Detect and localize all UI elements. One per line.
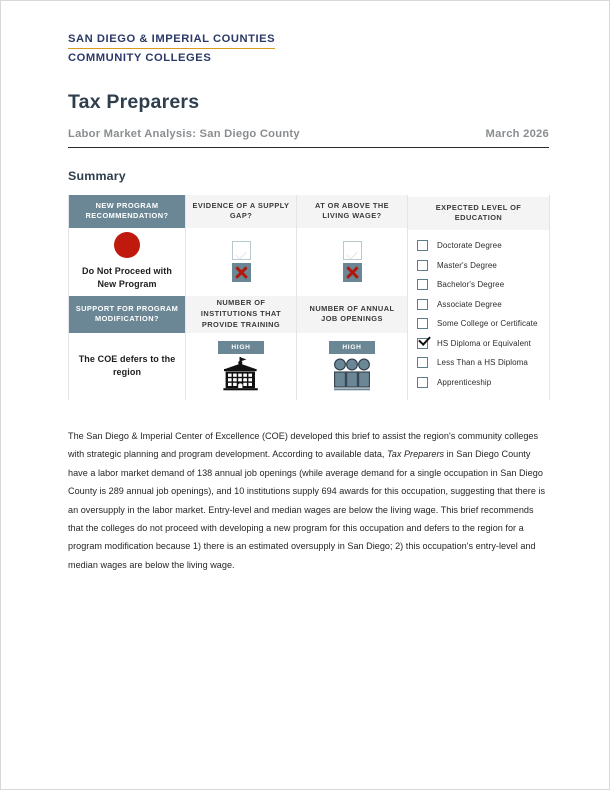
- education-label: Doctorate Degree: [437, 241, 502, 250]
- institutions-training-value: [186, 333, 297, 400]
- header-evidence-supply-gap: EVIDENCE OF A SUPPLY GAP?: [186, 195, 297, 228]
- checkbox-hs-diploma-or-equivalent[interactable]: [417, 338, 428, 349]
- checkbox-doctorate-degree[interactable]: [417, 240, 428, 251]
- checkbox-associate-degree[interactable]: [417, 299, 428, 310]
- page-content: [68, 29, 549, 583]
- red-stop-indicator-icon: [114, 232, 140, 258]
- summary-infographic: [68, 195, 550, 400]
- supply-gap-answer-icons: [232, 241, 251, 282]
- education-label: HS Diploma or Equivalent: [437, 338, 531, 348]
- education-option-associate[interactable]: [417, 294, 549, 314]
- institutions-level-badge: HIGH: [218, 341, 263, 354]
- red-x-mark-icon: [343, 263, 362, 282]
- summary-text-part-2: in San Diego County have a labor market demand of 138 annual job openings (while average demand for a single occupation in San Diego County is 289 annual job openings), and 10 institutions supply 694 awards for this occupation, suggesting that there is an oversupply in the labor market. Entry-level and median wages are below the living wage. This brief recommends that the colleges do not proceed with developing a new program for this occupation and defers to the region for a program modification because 1) there is an estimated oversupply in San Diego; 2) this occupation's entry-level and median wages are below the living wage.: [68, 449, 546, 570]
- report-date: March 2026: [485, 127, 549, 140]
- education-option-doctorate[interactable]: [417, 236, 549, 256]
- logo-line-2: COMMUNITY COLLEGES: [68, 51, 212, 64]
- checkbox-apprenticeship[interactable]: [417, 377, 428, 388]
- support-program-modification-value: [69, 333, 186, 400]
- recommendation-verdict-text: Do Not Proceed with New Program: [82, 266, 172, 290]
- education-option-less-than-hs[interactable]: [417, 353, 549, 373]
- people-group-icon: [330, 357, 374, 391]
- page-title: Tax Preparers: [68, 90, 200, 113]
- job-openings-level-badge: HIGH: [329, 341, 374, 354]
- education-option-apprenticeship[interactable]: [417, 372, 549, 392]
- evidence-supply-gap-value: [186, 228, 297, 296]
- modification-verdict-text: The COE defers to the region: [78, 354, 176, 378]
- expected-education-cell: [408, 195, 550, 400]
- header-new-program-recommendation: NEW PROGRAM RECOMMENDATION?: [69, 195, 186, 228]
- header-expected-education: EXPECTED LEVEL OF EDUCATION: [408, 197, 549, 230]
- unchecked-checkmark-box-icon: [232, 241, 251, 260]
- summary-paragraph: [68, 427, 549, 575]
- new-program-recommendation-value: [69, 228, 186, 296]
- header-institutions-training: NUMBER OF INSTITUTIONS THAT PROVIDE TRAINING: [186, 296, 297, 333]
- header-annual-job-openings: NUMBER OF ANNUAL JOB OPENINGS: [297, 296, 408, 333]
- subtitle-text: Labor Market Analysis: San Diego County: [68, 127, 300, 140]
- checkbox-less-than-a-hs-diploma[interactable]: [417, 357, 428, 368]
- education-label: Bachelor's Degree: [437, 280, 505, 289]
- header-living-wage: AT OR ABOVE THE LIVING WAGE?: [297, 195, 408, 228]
- living-wage-value: [297, 228, 408, 296]
- education-option-some-college[interactable]: [417, 314, 549, 334]
- section-title-summary: Summary: [68, 168, 126, 183]
- education-label: Associate Degree: [437, 299, 502, 309]
- living-wage-answer-icons: [343, 241, 362, 282]
- summary-text-part-1: The San Diego & Imperial Center of Excellence (COE) developed this brief to assist the region's community colleges with strategic planning and program development. According to available data,: [68, 430, 539, 460]
- education-option-masters[interactable]: [417, 255, 549, 275]
- education-label: Apprenticeship: [437, 377, 492, 387]
- education-label: Less Than a HS Diploma: [437, 358, 528, 367]
- subtitle-row: [68, 128, 549, 148]
- logo-line-1: SAN DIEGO & IMPERIAL COUNTIES: [68, 33, 275, 49]
- red-x-mark-icon: [232, 263, 251, 282]
- annual-job-openings-value: [297, 333, 408, 400]
- institution-building-icon: [219, 357, 263, 391]
- checkbox-some-college-or-certificate[interactable]: [417, 318, 428, 329]
- checkbox-bachelors-degree[interactable]: [417, 279, 428, 290]
- organization-logo: [68, 29, 549, 65]
- unchecked-checkmark-box-icon: [343, 241, 362, 260]
- education-label: Master's Degree: [437, 260, 497, 270]
- occupation-name-italic: Tax Preparers: [387, 449, 445, 460]
- education-option-hs-diploma[interactable]: [417, 333, 549, 353]
- education-option-bachelors[interactable]: [417, 275, 549, 295]
- education-label: Some College or Certificate: [437, 319, 538, 328]
- header-support-program-modification: SUPPORT FOR PROGRAM MODIFICATION?: [69, 296, 186, 333]
- checkbox-masters-degree[interactable]: [417, 260, 428, 271]
